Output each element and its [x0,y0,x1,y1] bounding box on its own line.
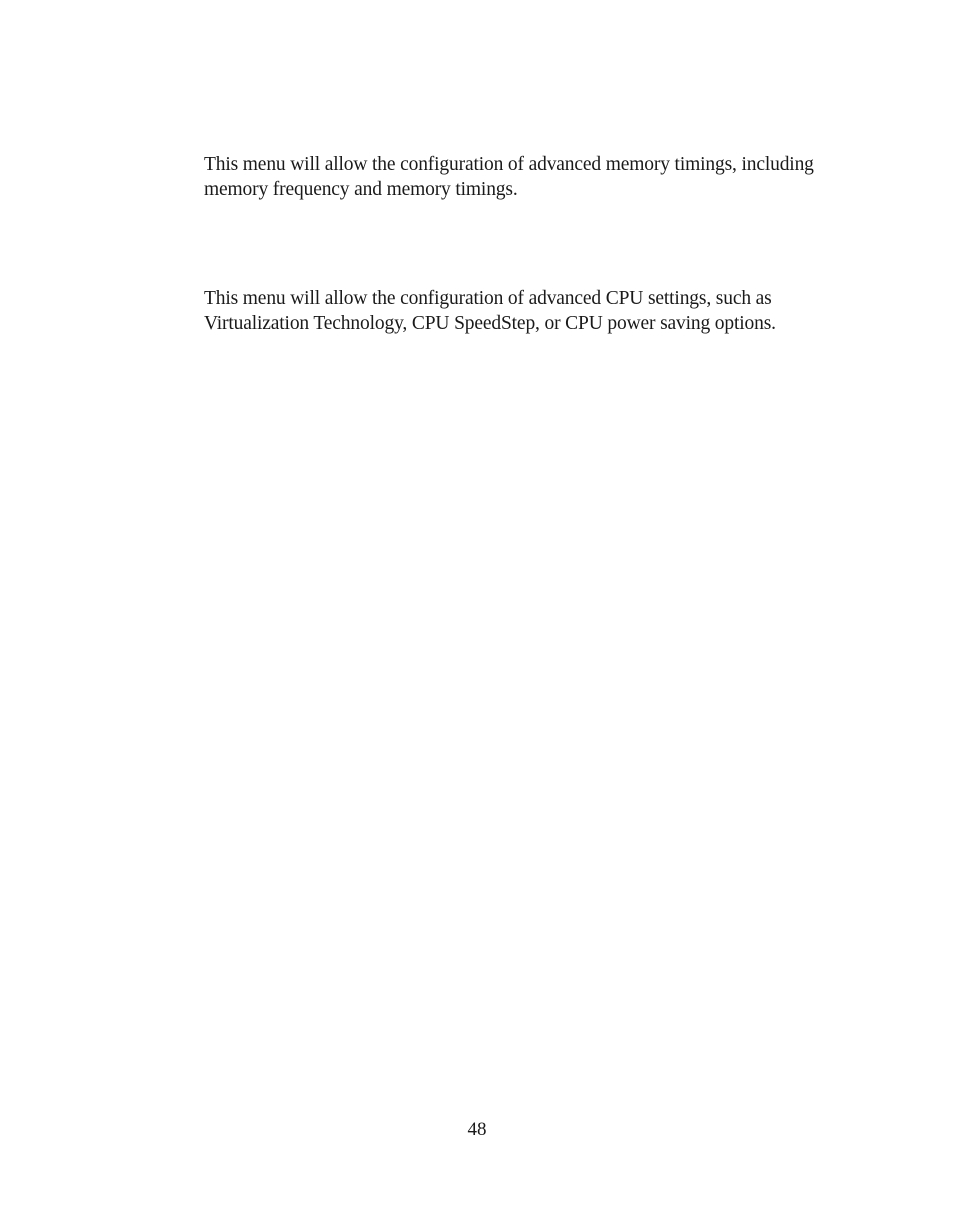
memory-settings-description: This menu will allow the configuration of advanced memory timings, including memory frequency and memory timings. [204,154,814,200]
page-number: 48 [467,1119,487,1140]
cpu-settings-description: This menu will allow the configuration of advanced CPU settings, such as Virtualization Technology, CPU SpeedStep, or CPU power saving options. [204,288,776,334]
